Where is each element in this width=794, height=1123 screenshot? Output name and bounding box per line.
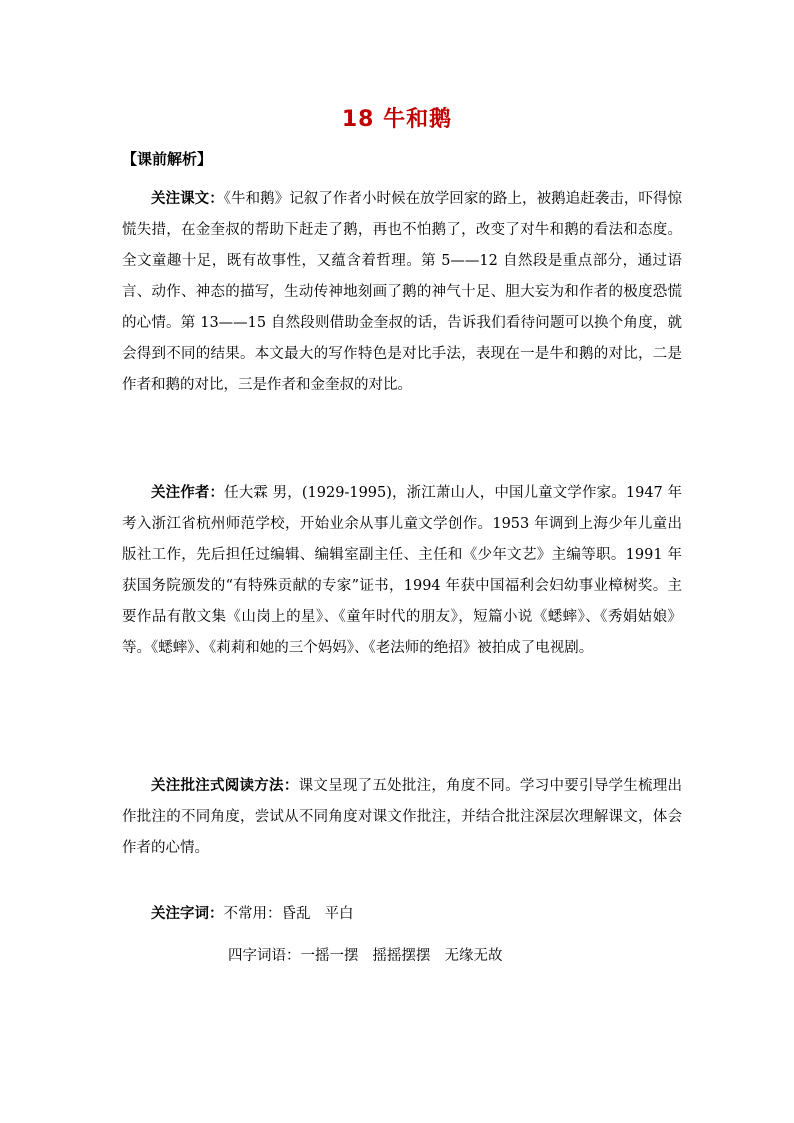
uncommon-word: 昏乱 bbox=[281, 906, 311, 922]
author-focus-body: 任大霖 男，(1929-1995)，浙江萧山人，中国儿童文学作家。1947 年考入浙江省杭州师范学校，开始业余从事儿童文学创作。1953 年调到上海少年儿童出版社工作，先后担任过编辑、编辑室副主任、主任和《少年文艺》主编等职。1991 年获国务院颁发的“有特殊贡献的专家”证书，1994 年获中国福利会妇幼事业樟树奖。主要作品有散文集《山岗上的星》、《童年时代的朋友》，短篇小说《蟋蟀》、《秀娟姑娘》等。《蟋蟀》、《莉莉和她的三个妈妈》、《老法师的绝招》被拍成了电视剧。 bbox=[122, 485, 683, 656]
method-focus-paragraph bbox=[122, 771, 682, 864]
idiom-word: 无缘无故 bbox=[444, 948, 503, 964]
text-focus-body: 《牛和鹅》记叙了作者小时候在放学回家的路上，被鹅追赶袭击，吓得惊慌失措，在金奎叔的帮助下赶走了鹅，再也不怕鹅了，改变了对牛和鹅的看法和态度。全文童趣十足，既有故事性，又蕴含着哲理。第 5——12 自然段是重点部分，通过语言、动作、神态的描写，生动传神地刻画了鹅的神气十足、胆大妄为和作者的极度恐慌的心情。第 13——15 自然段则借助金奎叔的话，告诉我们看待问题可以换个角度，就会得到不同的结果。本文最大的写作特色是对比手法，表现在一是牛和鹅的对比，二是作者和鹅的对比，三是作者和金奎叔的对比。 bbox=[122, 191, 683, 393]
uncommon-word: 平白 bbox=[324, 906, 354, 922]
words-focus-line bbox=[151, 899, 354, 930]
page-title: 18 牛和鹅 bbox=[341, 107, 453, 132]
method-focus-body: 课文呈现了五处批注，角度不同。学习中要引导学生梳理出作批注的不同角度，尝试从不同角度对课文作批注，并结合批注深层次理解课文，体会作者的心情。 bbox=[122, 778, 683, 856]
author-focus-label: 关注作者： bbox=[151, 485, 225, 501]
section-heading: 【课前解析】 bbox=[122, 150, 213, 168]
idioms-label: 四字词语： bbox=[228, 948, 301, 964]
uncommon-label: 不常用： bbox=[223, 906, 282, 922]
author-focus-paragraph bbox=[122, 478, 682, 664]
method-focus-label: 关注批注式阅读方法： bbox=[151, 778, 299, 794]
idiom-word: 一摇一摆 bbox=[300, 948, 359, 964]
idioms-line bbox=[228, 941, 503, 972]
words-focus-label: 关注字词： bbox=[151, 906, 224, 922]
text-focus-label: 关注课文： bbox=[151, 191, 224, 207]
text-focus-paragraph bbox=[122, 184, 682, 401]
idiom-word: 摇摇摆摆 bbox=[372, 948, 431, 964]
